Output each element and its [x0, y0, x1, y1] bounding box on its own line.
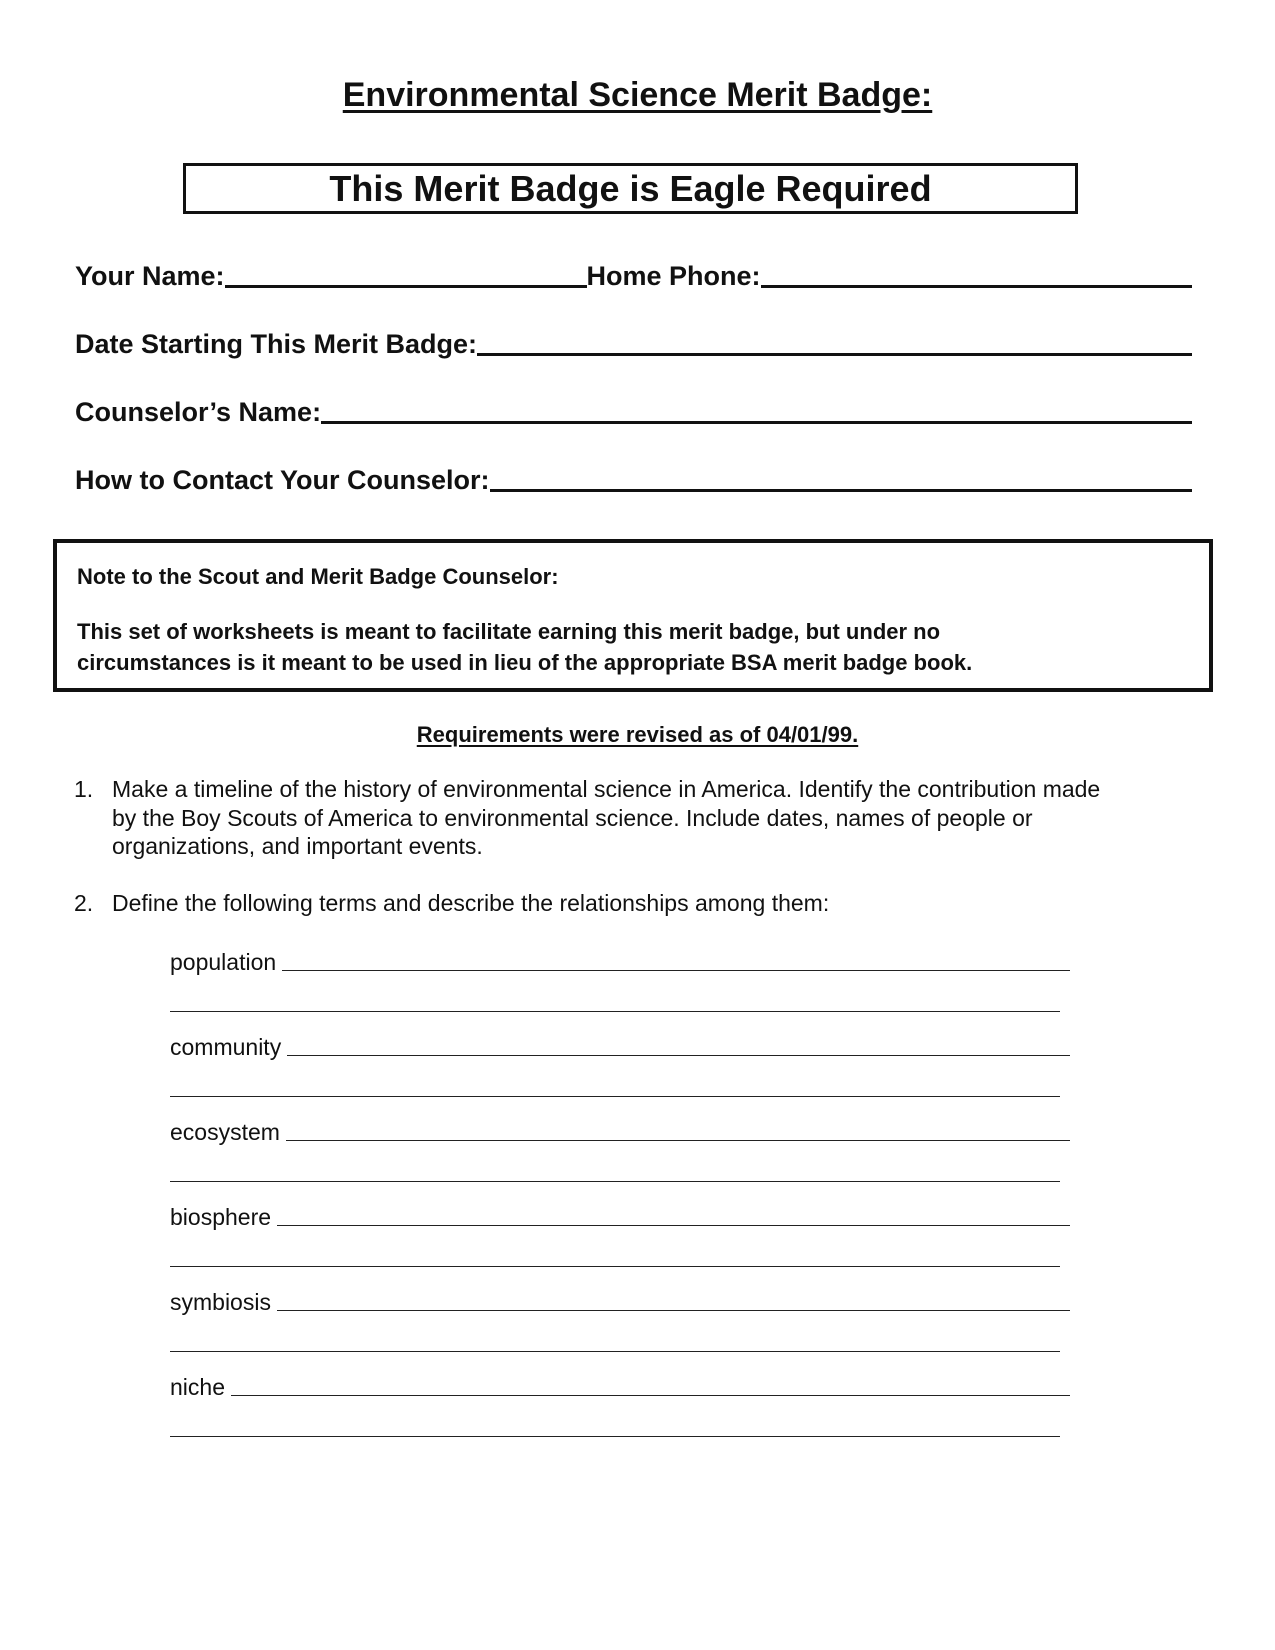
date-starting-field[interactable]	[477, 353, 1192, 356]
your-name-label: Your Name:	[75, 261, 225, 291]
term-answer-line[interactable]	[277, 1225, 1070, 1226]
home-phone-label: Home Phone:	[586, 261, 761, 291]
term-label-niche: niche	[170, 1374, 225, 1400]
revised-date-heading: Requirements were revised as of 04/01/99.	[416, 722, 859, 747]
requirement-1-line-1: Make a timeline of the history of environmental science in America. Identify the contribution made	[112, 776, 1101, 802]
term-label-biosphere: biosphere	[170, 1204, 272, 1230]
term-row-symbiosis	[170, 1286, 1070, 1316]
counselor-name-label: Counselor’s Name:	[75, 397, 322, 427]
contact-counselor-row	[75, 456, 1192, 496]
term-continuation-line[interactable]	[170, 1181, 1060, 1182]
date-starting-label: Date Starting This Merit Badge:	[75, 329, 478, 359]
requirement-1	[74, 775, 1204, 861]
requirement-number: 2.	[74, 890, 94, 916]
term-row-community	[170, 1031, 1070, 1061]
term-continuation-line[interactable]	[170, 1011, 1060, 1012]
term-answer-line[interactable]	[277, 1310, 1070, 1311]
term-answer-line[interactable]	[231, 1395, 1070, 1396]
term-row-niche	[170, 1371, 1070, 1401]
requirement-1-line-2: by the Boy Scouts of America to environmental science. Include dates, names of people or	[112, 804, 1033, 831]
term-continuation-line[interactable]	[170, 1266, 1060, 1267]
contact-counselor-field[interactable]	[490, 489, 1193, 492]
name-phone-row	[75, 252, 1192, 292]
note-line-1: This set of worksheets is meant to facilitate earning this merit badge, but under no	[77, 619, 941, 644]
term-answer-line[interactable]	[282, 970, 1070, 971]
term-label-ecosystem: ecosystem	[170, 1119, 280, 1145]
term-answer-line[interactable]	[286, 1140, 1070, 1141]
date-starting-row	[75, 320, 1192, 360]
counselor-name-field[interactable]	[321, 421, 1192, 424]
eagle-required-box	[183, 163, 1078, 214]
term-answer-line[interactable]	[287, 1055, 1070, 1056]
term-row-ecosystem	[170, 1116, 1070, 1146]
page-title: Environmental Science Merit Badge:	[342, 76, 933, 114]
requirement-2-line-1: Define the following terms and describe the relationships among them:	[112, 890, 830, 916]
requirement-1-line-3: organizations, and important events.	[112, 833, 483, 859]
term-row-biosphere	[170, 1201, 1070, 1231]
term-continuation-line[interactable]	[170, 1096, 1060, 1097]
term-continuation-line[interactable]	[170, 1436, 1060, 1437]
your-name-field[interactable]	[225, 285, 587, 288]
eagle-required-text: This Merit Badge is Eagle Required	[329, 167, 932, 209]
note-line-2: circumstances is it meant to be used in lieu of the appropriate BSA merit badge book.	[77, 650, 973, 675]
counselor-name-row	[75, 388, 1192, 428]
term-row-population	[170, 946, 1070, 976]
note-box	[53, 539, 1213, 692]
term-label-symbiosis: symbiosis	[170, 1289, 271, 1315]
contact-counselor-label: How to Contact Your Counselor:	[75, 465, 490, 495]
requirement-number: 1.	[74, 776, 94, 802]
requirement-2	[74, 889, 1204, 918]
term-label-community: community	[170, 1034, 282, 1060]
home-phone-field[interactable]	[761, 285, 1192, 288]
note-heading: Note to the Scout and Merit Badge Counselor:	[77, 564, 559, 589]
term-label-population: population	[170, 949, 277, 975]
term-continuation-line[interactable]	[170, 1351, 1060, 1352]
